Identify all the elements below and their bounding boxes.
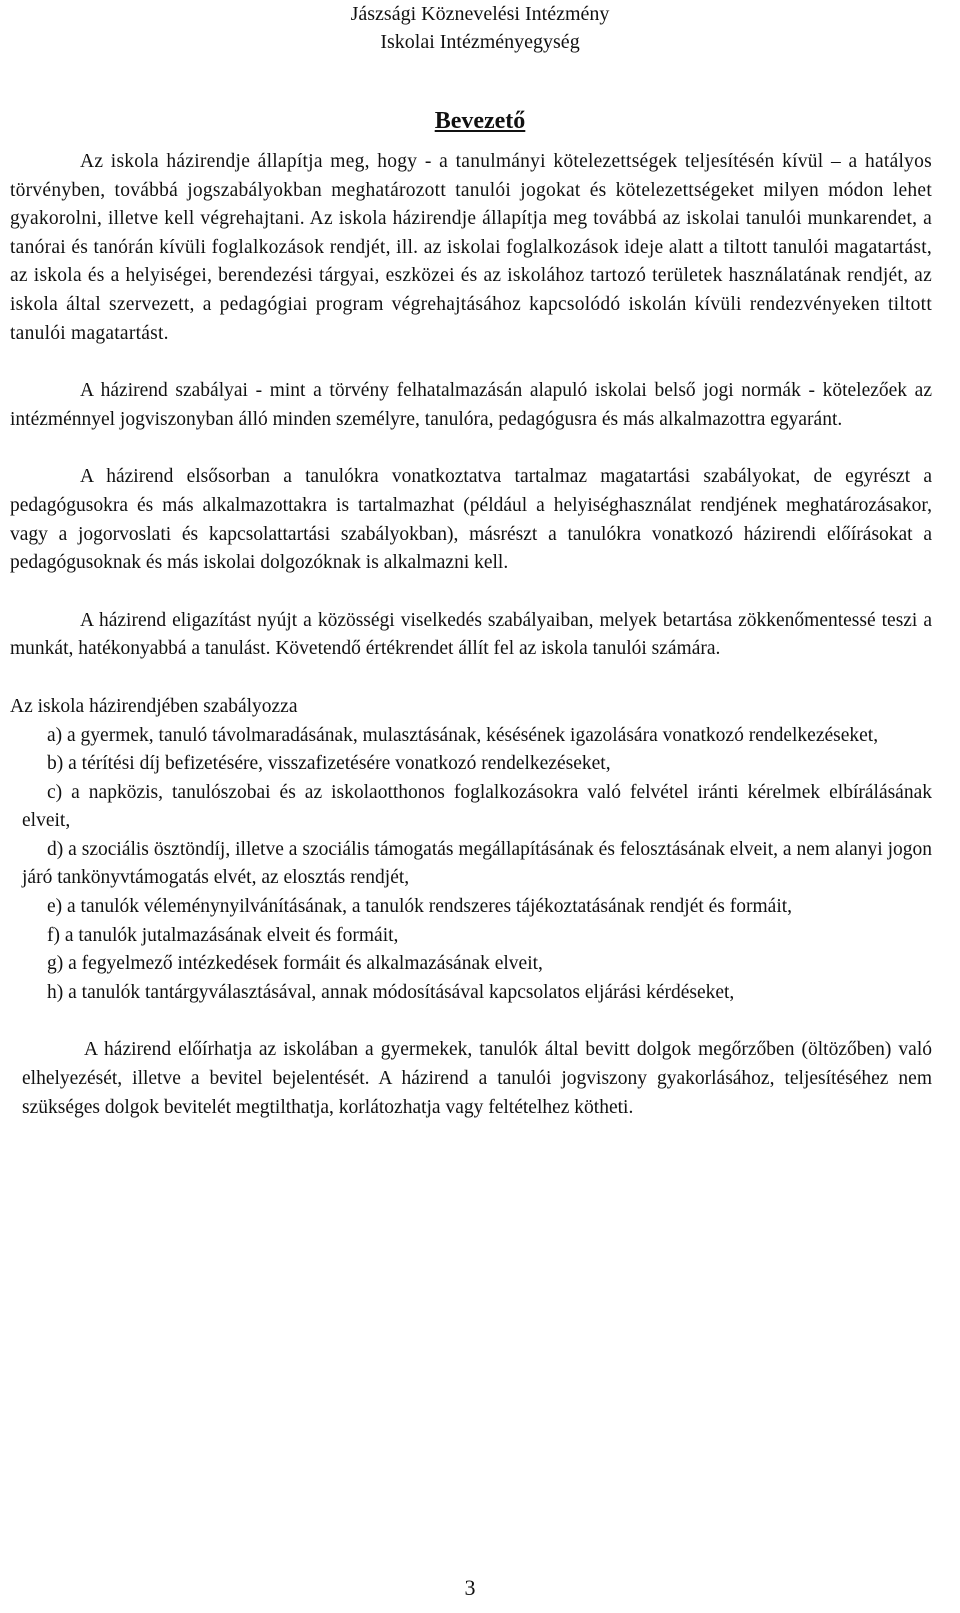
document-header xyxy=(10,0,932,56)
list-item: c) a napközis, tanulószobai és az iskolaotthonos foglalkozásokra való felvétel iránti kérelmek elbírálásának elveit, xyxy=(22,781,932,832)
intro-paragraph: Az iskola házirendje állapítja meg, hogy - a tanulmányi kötelezettségek teljesítésén kívül – a hatályos törvényben, továbbá jogszabályokban meghatározott tanulói jogokat és kötelezettségeket milyen módon lehet gyakorolni, illetve kell végrehajtani. Az iskola házirendje állapítja meg továbbá az iskolai tanulói munkarendet, a tanórai és tanórán kívüli foglalkozások rendjét, ill. az iskolai foglalkozások ideje alatt a tiltott tanulói magatartást, az iskola és a helyiségei, berendezési tárgyai, eszközei és az iskolához tartozó területek használatának rendjét, az iskola által szervezett, a pedagógiai program végrehajtásához kapcsolódó iskolán kívüli rendezvényeken tiltott tanulói magatartást. xyxy=(10,151,932,344)
regulation-list xyxy=(10,722,932,1008)
rules-scope-paragraph: A házirend szabályai - mint a törvény felhatalmazásán alapuló iskolai belső jogi normák - kötelezőek az intézménnyel jogviszonyban álló minden személyre, tanulóra, pedagógusra és más alkalmazottra egyaránt. xyxy=(10,380,932,430)
institution-name: Jászsági Köznevelési Intézmény xyxy=(350,3,610,25)
institution-unit: Iskolai Intézményegység xyxy=(380,31,580,53)
list-item: d) a szociális ösztöndíj, illetve a szociális támogatás megállapításának és felosztásának elveit, a nem alanyi jogon járó tankönyvtámogatás elvét, az elosztás rendjét, xyxy=(22,838,932,889)
list-item: b) a térítési díj befizetésére, visszafizetésére vonatkozó rendelkezéseket, xyxy=(47,753,611,775)
list-item: h) a tanulók tantárgyválasztásával, annak módosításával kapcsolatos eljárási kérdéseket, xyxy=(47,981,735,1003)
list-intro: Az iskola házirendjében szabályozza xyxy=(10,695,298,717)
section-title: Bevezető xyxy=(434,108,526,134)
final-paragraph-block xyxy=(10,1036,932,1122)
rules-guidance-paragraph: A házirend eligazítást nyújt a közösségi viselkedés szabályaiban, melyek betartása zökkenőmentessé teszi a munkát, hatékonyabbá a tanulást. Követendő értékrendet állít fel az iskola tanulói számára. xyxy=(10,609,932,660)
rules-target-paragraph: A házirend elsősorban a tanulókra vonatkoztatva tartalmaz magatartási szabályokat, de egyrészt a pedagógusokra és más alkalmazottakra is tartalmazhat (például a helyiséghasználat rendjének meghatározásakor, vagy a jogorvoslati és kapcsolattartási szabályokban), másrészt a tanulókra vonatkozó házirendi előírásokat a pedagógusoknak és más iskolai dolgozóknak is alkalmazni kell. xyxy=(10,466,932,574)
final-paragraph: A házirend előírhatja az iskolában a gyermekek, tanulók által bevitt dolgok megőrzőben (öltözőben) való elhelyezését, illetve a bevitel bejelentését. A házirend a tanulói jogviszony gyakorlásához, teljesítéséhez nem szükséges dolgok bevitelét megtilthatja, korlátozhatja vagy feltételhez kötheti. xyxy=(22,1039,932,1118)
list-item: a) a gyermek, tanuló távolmaradásának, mulasztásának, késésének igazolására vonatkozó rendelkezéseket, xyxy=(47,724,879,746)
list-item: f) a tanulók jutalmazásának elveit és formáit, xyxy=(47,924,399,946)
page-number: 3 xyxy=(464,1575,476,1600)
list-item: e) a tanulók véleménynyilvánításának, a tanulók rendszeres tájékoztatásának rendjét és formáit, xyxy=(47,896,793,918)
list-item: g) a fegyelmező intézkedések formáit és alkalmazásának elveit, xyxy=(47,953,543,975)
